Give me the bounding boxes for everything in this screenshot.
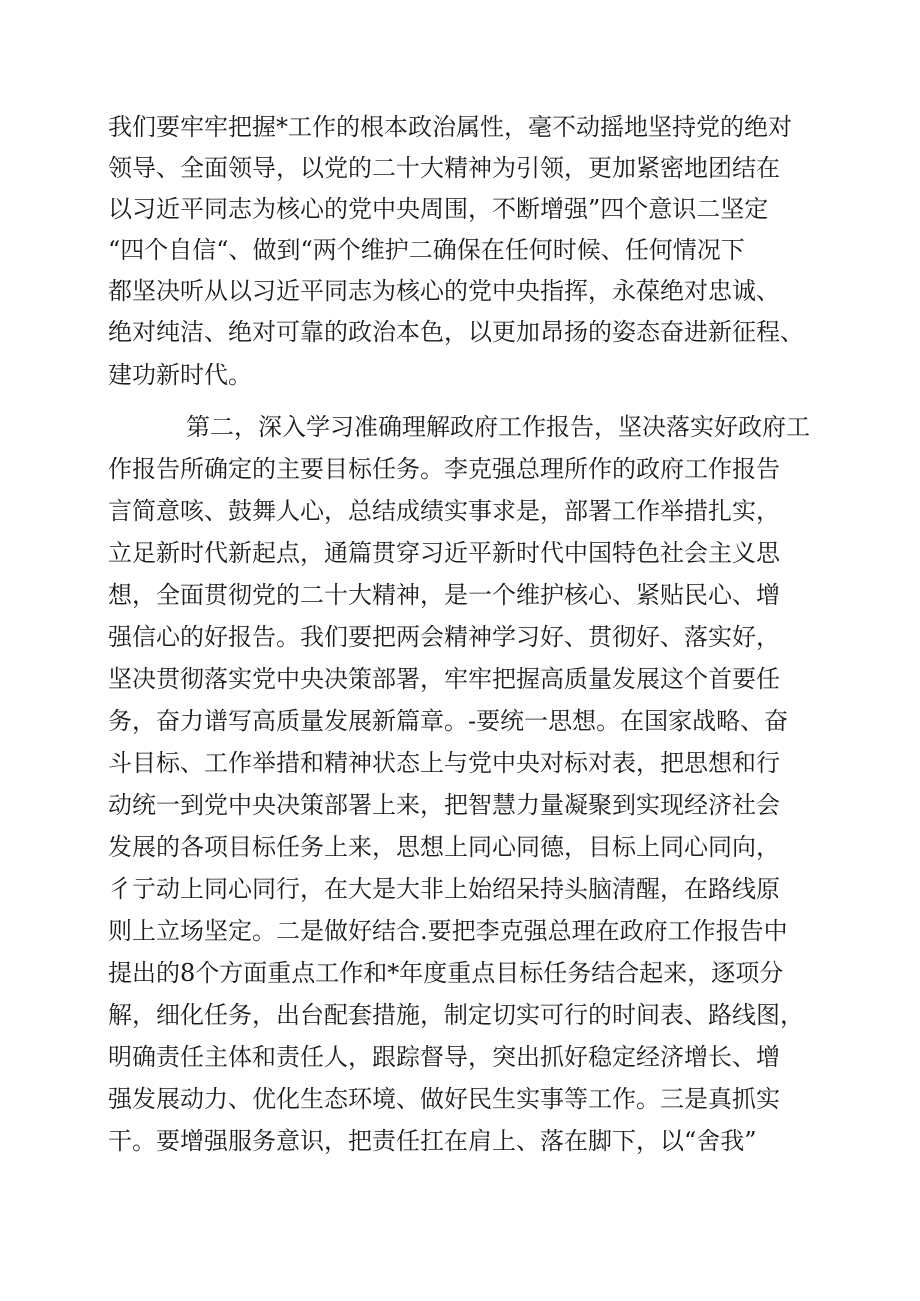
text-line: 明确责任主体和责任人，跟踪督导，突出抓好稳定经济增长、增 xyxy=(108,1043,780,1071)
text-line: 干。要增强服务意识，把责任扛在肩上、落在脚下，以“舍我” xyxy=(108,1127,757,1155)
text-line: 以习近平同志为核心的党中央周围，不断增强”四个意识二坚定 xyxy=(108,195,769,223)
text-line: 强发展动力、优化生态环境、做好民生实事等工作。三是真抓实 xyxy=(108,1085,780,1113)
text-line: 坚决贯彻落实党中央决策部署，牢牢把握高质量发展这个首要任 xyxy=(108,665,780,693)
text-line: 都坚决听从以习近平同志为核心的党中央指挥，永葆绝对忠诚、 xyxy=(108,277,780,305)
text-line: 斗目标、工作举措和精神状态上与党中央对标对表，把思想和行 xyxy=(108,749,780,777)
text-line: 动统一到党中央决策部署上来，把智慧力量凝聚到实现经济社会 xyxy=(108,791,780,819)
text-line: 作报告所确定的主要目标任务。李克强总理所作的政府工作报告 xyxy=(108,455,780,483)
text-line: “四个自信“、做到“两个维护二确保在任何时候、任何情况下 xyxy=(108,236,745,264)
text-line: 务，奋力谱写高质量发展新篇章。-要统一思想。在国家战略、奋 xyxy=(108,707,789,735)
text-line: 解，细化任务，出台配套措施，制定切实可行的时间表、路线图， xyxy=(108,1001,804,1029)
text-line: 彳亍动上同心同行，在大是大非上始绍呆持头脑清醒，在路线原 xyxy=(108,875,780,903)
text-line: 建功新时代。 xyxy=(108,361,252,389)
text-line: 立足新时代新起点，通篇贯穿习近平新时代中国特色社会主义思 xyxy=(108,539,780,567)
text-line: 提出的8个方面重点工作和*年度重点目标任务结合起来，逐项分 xyxy=(108,959,784,987)
text-line: 绝对纯洁、绝对可靠的政治本色，以更加昂扬的姿态奋进新征程、 xyxy=(108,318,804,346)
text-line: 言简意咳、鼓舞人心，总结成绩实事求是，部署工作举措扎实， xyxy=(108,497,780,525)
paragraph-start-line: 第二，深入学习准确理解政府工作报告，坚决落实好政府工 xyxy=(186,413,810,441)
text-line: 则上立场坚定。二是做好结合.要把李克强总理在政府工作报告中 xyxy=(108,917,788,945)
text-line: 我们要牢牢把握*工作的根本政治属性，毫不动摇地坚持党的绝对 xyxy=(108,113,792,141)
text-line: 强信心的好报告。我们要把两会精神学习好、贯彻好、落实好， xyxy=(108,623,780,651)
text-line: 发展的各项目标任务上来，思想上同心同德，目标上同心同向， xyxy=(108,833,780,861)
text-line: 想，全面贯彻党的二十大精神，是一个维护核心、紧贴民心、增 xyxy=(108,581,780,609)
text-line: 领导、全面领导，以党的二十大精神为引领，更加紧密地团结在 xyxy=(108,154,780,182)
